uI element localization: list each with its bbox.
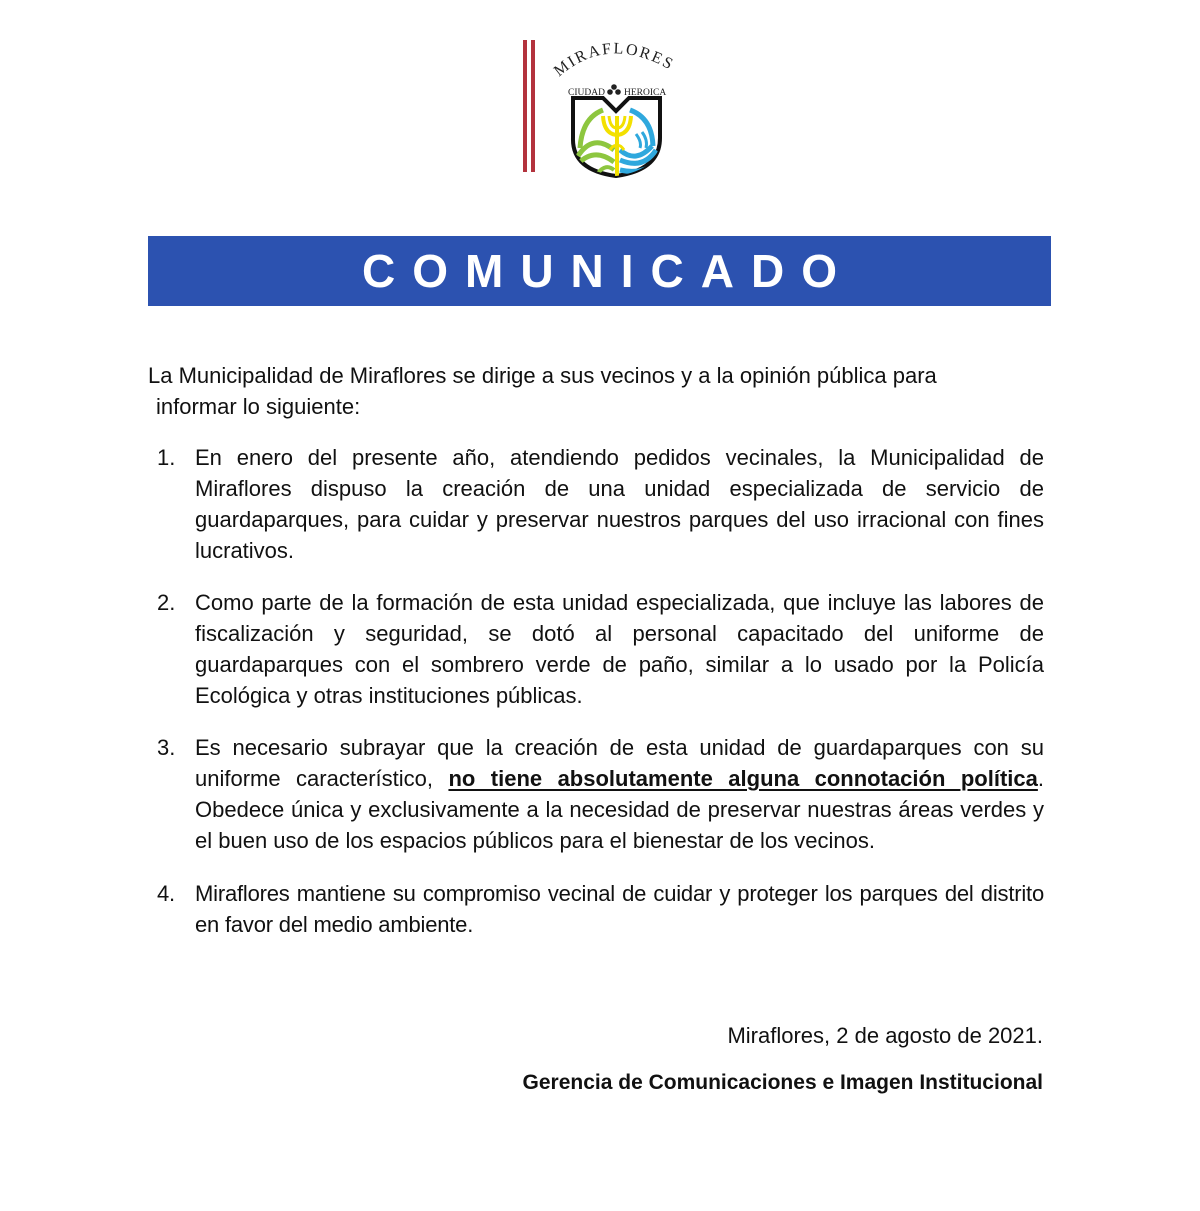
list-number: 2. bbox=[157, 590, 176, 615]
logo-arc-text: MIRAFLORES bbox=[550, 40, 678, 81]
red-bar bbox=[523, 40, 527, 172]
list-item-text-before: Es necesario subrayar que la creación de esta unidad de guardaparques con su uniforme característico, bbox=[195, 735, 1044, 791]
comunicado-banner bbox=[148, 236, 1051, 306]
signature: Gerencia de Comunicaciones e Imagen Institucional bbox=[522, 1071, 1043, 1094]
list-number: 4. bbox=[157, 881, 175, 906]
list-item bbox=[148, 878, 1044, 940]
list-item bbox=[148, 732, 1044, 856]
numbered-list bbox=[148, 442, 1044, 940]
list-item-text: Miraflores mantiene su compromiso vecinal de cuidar y proteger los parques del distrito en favor del medio ambiente. bbox=[195, 881, 1044, 937]
svg-text:MIRAFLORES bbox=[551, 40, 677, 80]
banner-title: COMUNICADO bbox=[362, 245, 854, 297]
document-body bbox=[148, 360, 1044, 940]
miraflores-logo bbox=[548, 38, 688, 178]
list-item-text: Como parte de la formación de esta unidad especializada, que incluye las labores de fiscalización y seguridad, se dotó al personal capacitado del uniforme de guardaparques con el sombrero verde de paño, similar a lo usado por la Policía Ecológica y otras instituciones públicas. bbox=[195, 590, 1044, 708]
list-number: 1. bbox=[157, 445, 176, 470]
list-number: 3. bbox=[157, 735, 176, 760]
list-item bbox=[148, 587, 1044, 711]
intro-paragraph bbox=[148, 360, 1044, 422]
list-item-text-after: . Obedece única y exclusivamente a la necesidad de preservar nuestras áreas verdes y el buen uso de los espacios públicos para el bienestar de los vecinos. bbox=[195, 766, 1044, 853]
intro-line-1: La Municipalidad de Miraflores se dirige a sus vecinos y a la opinión pública para bbox=[148, 363, 937, 388]
intro-line-2: informar lo siguiente: bbox=[156, 394, 361, 419]
logo-right-text: HEROICA bbox=[624, 88, 667, 98]
document-date: Miraflores, 2 de agosto de 2021. bbox=[727, 1023, 1043, 1048]
red-bars-decoration bbox=[523, 40, 536, 172]
miraflores-shield-icon bbox=[548, 38, 688, 178]
list-item-text: En enero del presente año, atendiendo pedidos vecinales, la Municipalidad de Miraflores dispuso la creación de una unidad especializada de servicio de guardaparques, para cuidar y preservar nuestros parques del uso irracional con fines lucrativos. bbox=[195, 445, 1044, 563]
list-item bbox=[148, 442, 1044, 566]
logo-left-text: CIUDAD bbox=[568, 88, 605, 98]
emphasized-statement: no tiene absolutamente alguna connotación política bbox=[448, 766, 1038, 791]
red-bar bbox=[531, 40, 535, 172]
